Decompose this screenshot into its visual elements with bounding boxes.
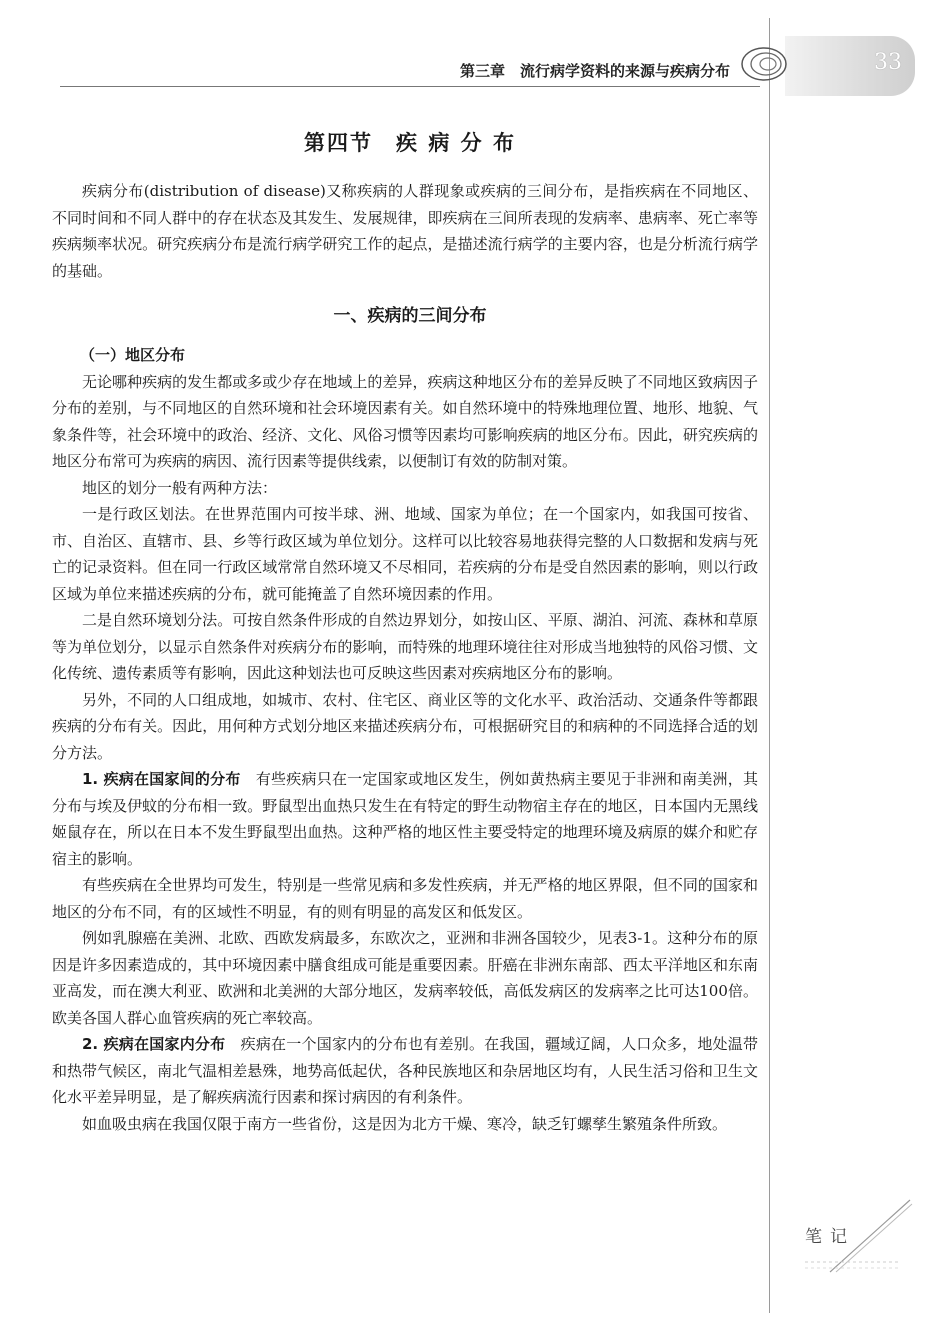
intro-paragraph: 疾病分布(distribution of disease)又称疾病的人群现象或疾病的三间分布，是指疾病在不同地区、不同时间和不同人群中的存在状态及其发生、发展规律，即疾病在三间所表现的发病率、患病率、死亡率等疾病频率状况。研究疾病分布是流行病学研究工作的起点，是描述流行病学的主要内容，也是分析流行病学的基础。: [52, 182, 758, 280]
paragraph-text: 有些疾病只在一定国家或地区发生，例如黄热病主要见于非洲和南美洲，其分布与埃及伊蚊的分布相一致。野鼠型出血热只发生在有特定的野生动物宿主存在的地区，日本国内无黑线姬鼠存在，所以在日本不发生野鼠型出血热。这种严格的地区性主要受特定的地理环境及病原的媒介和贮存宿主的影响。: [52, 770, 758, 868]
section-title: 第四节 疾 病 分 布: [304, 131, 516, 155]
header-divider: [60, 86, 760, 87]
swirl-logo-icon: [738, 40, 790, 88]
intro-block: [52, 178, 758, 284]
paragraph: 无论哪种疾病的发生都或多或少存在地域上的差异，疾病这种地区分布的差异反映了不同地区致病因子分布的差别，与不同地区的自然环境和社会环境因素有关。如自然环境中的特殊地理位置、地形、地貌、气象条件等，社会环境中的政治、经济、文化、风俗习惯等因素均可影响疾病的地区分布。因此，研究疾病的地区分布常可为疾病的病因、流行因素等提供线索，以便制订有效的防制对策。: [52, 372, 758, 470]
paragraph-lead: 1. 疾病在国家间的分布: [82, 770, 241, 788]
paragraph: 另外，不同的人口组成地，如城市、农村、住宅区、商业区等的文化水平、政治活动、交通条件等都跟疾病的分布有关。因此，用何种方式划分地区来描述疾病分布，可根据研究目的和病种的不同选择合适的划分方法。: [52, 690, 758, 762]
paragraph-text: 疾病在一个国家内的分布也有差别。在我国，疆域辽阔，人口众多，地处温带和热带气候区，南北气温相差悬殊，地势高低起伏，各种民族地区和杂居地区均有，人民生活习俗和卫生文化水平差异明显，是了解疾病流行因素和探讨病因的有利条件。: [52, 1035, 758, 1106]
main-body: [52, 342, 758, 1137]
running-header: 第三章 流行病学资料的来源与疾病分布: [459, 62, 730, 80]
paragraph-lead: 2. 疾病在国家内分布: [82, 1035, 226, 1053]
paragraph: 一是行政区划法。在世界范围内可按半球、洲、地域、国家为单位；在一个国家内，如我国可按省、市、自治区、直辖市、县、乡等行政区域为单位划分。这样可以比较容易地获得完整的人口数据和发病与死亡的记录资料。但在同一行政区域常常自然环境又不尽相同，若疾病的分布是受自然因素的影响，则以行政区域为单位来描述疾病的分布，就可能掩盖了自然环境因素的作用。: [52, 505, 758, 603]
paragraph: 二是自然环境划分法。可按自然条件形成的自然边界划分，如按山区、平原、湖泊、河流、森林和草原等为单位划分，以显示自然条件对疾病分布的影响，而特殊的地理环境往往对形成当地独特的风俗习惯、文化传统、遗传素质等有影响，因此这种划法也可反映这些因素对疾病地区分布的影响。: [52, 611, 758, 682]
paragraph: 有些疾病在全世界均可发生，特别是一些常见病和多发性疾病，并无严格的地区界限，但不同的国家和地区的分布不同，有的区域性不明显，有的则有明显的高发区和低发区。: [52, 876, 758, 921]
paragraph: 如血吸虫病在我国仅限于南方一些省份，这是因为北方干燥、寒冷，缺乏钉螺孳生繁殖条件所致。: [82, 1114, 728, 1133]
margin-rule: [769, 18, 770, 1313]
paragraph: 例如乳腺癌在美洲、北欧、西欧发病最多，东欧次之，亚洲和非洲各国较少，见表3-1。这种分布的原因是许多因素造成的，其中环境因素中膳食组成可能是重要因素。肝癌在非洲东南部、西太平洋地区和东南亚高发，而在澳大利亚、欧洲和北美洲的大部分地区，发病率较低，高低发病区的发病率之比可达100倍。欧美各国人群心血管疾病的死亡率较高。: [52, 929, 758, 1027]
page-number: 33: [874, 50, 902, 75]
subsection-title: 一、疾病的三间分布: [333, 306, 487, 326]
paragraph: [52, 1031, 758, 1111]
subsection-heading: （一）地区分布: [80, 346, 186, 364]
paragraph: 地区的划分一般有两种方法：: [82, 478, 278, 497]
notes-label: 笔记: [805, 1227, 855, 1247]
paragraph: [52, 766, 758, 872]
